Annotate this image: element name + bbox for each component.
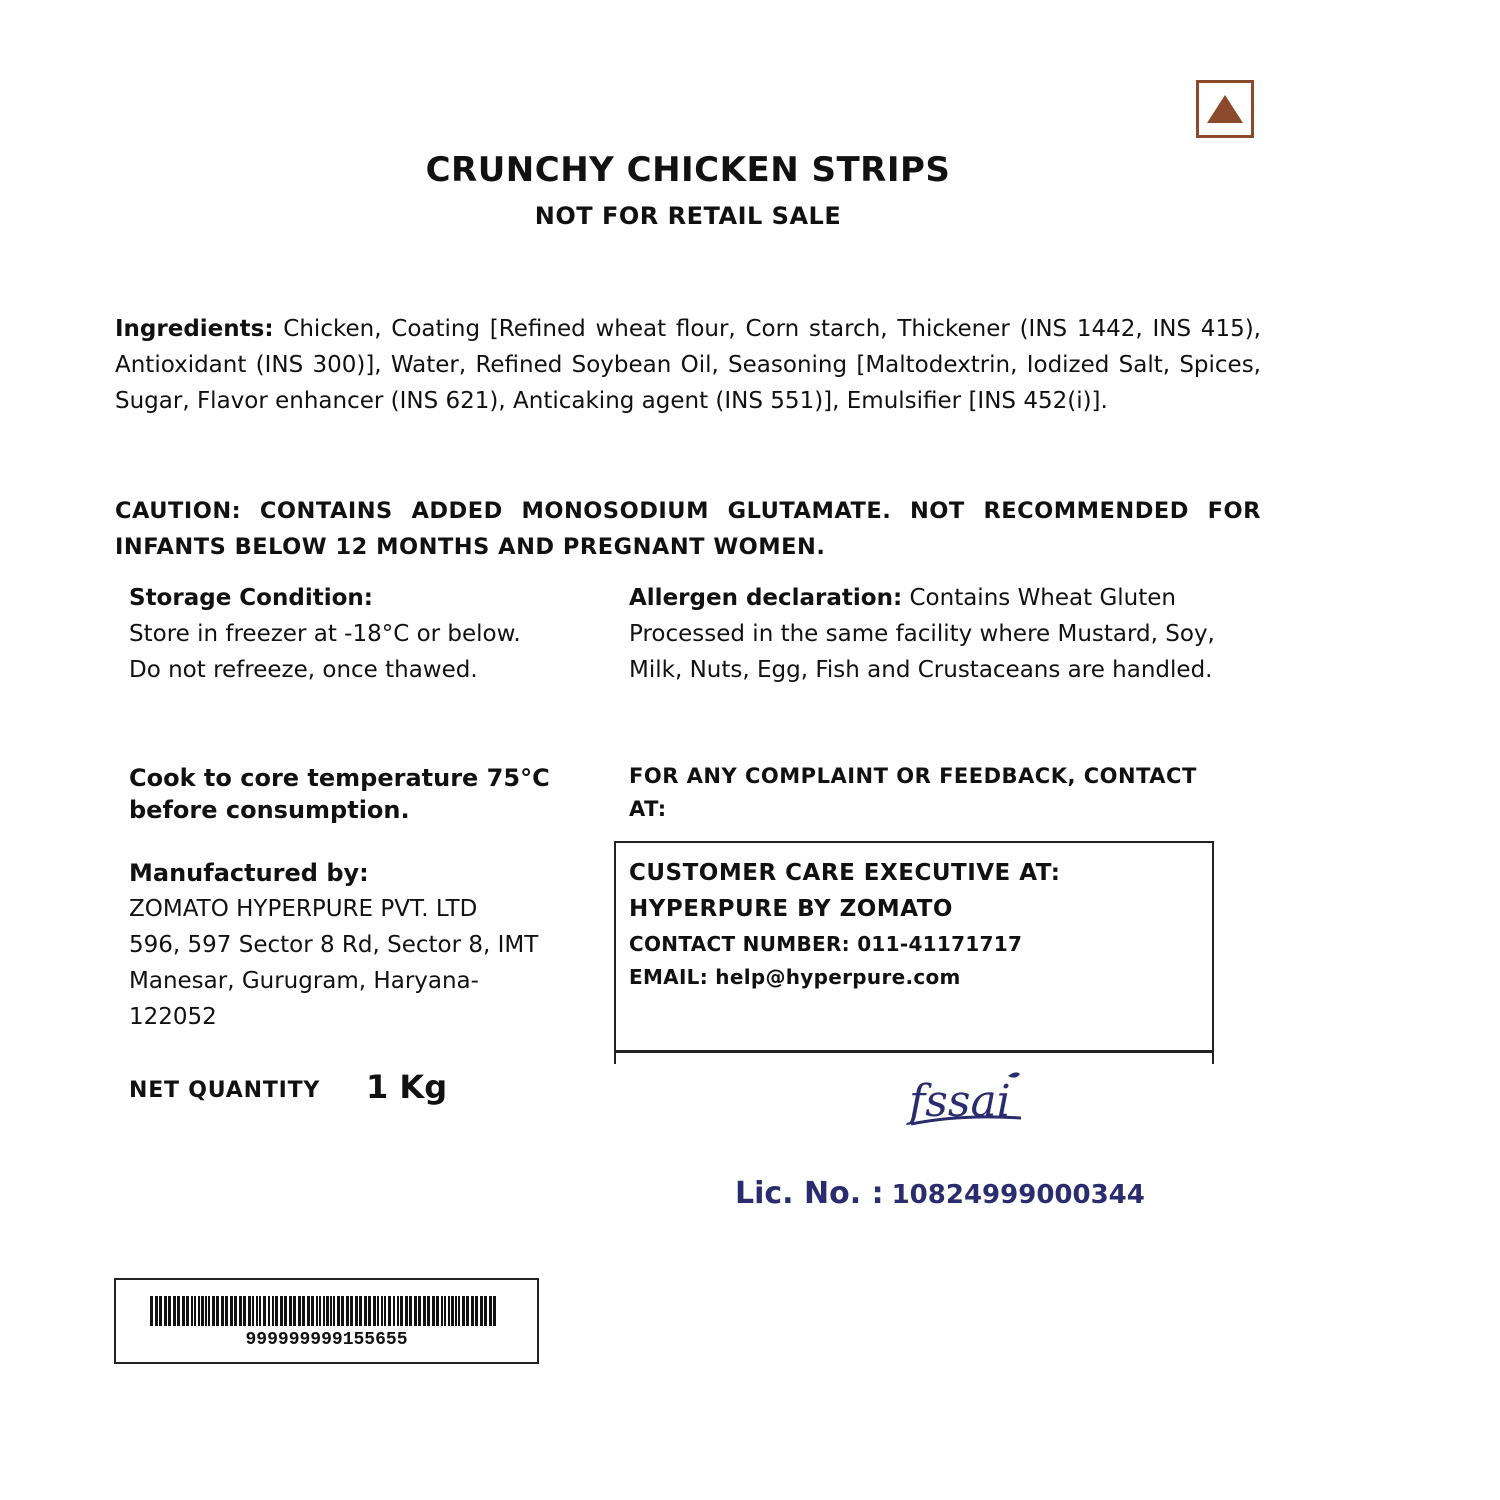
barcode-bar <box>234 1296 237 1326</box>
barcode-bar <box>405 1296 408 1326</box>
barcode-bar <box>164 1296 167 1326</box>
storage-line-2: Do not refreeze, once thawed. <box>129 657 478 683</box>
barcode-bar <box>480 1296 483 1326</box>
barcode-bar <box>225 1296 228 1326</box>
barcode-bar <box>307 1296 310 1326</box>
barcode-bar <box>316 1296 318 1326</box>
net-quantity-label: NET QUANTITY <box>129 1078 321 1103</box>
barcode-bar <box>427 1296 430 1326</box>
barcode-bar <box>455 1296 457 1326</box>
license-label: Lic. No. : <box>735 1176 884 1211</box>
barcode-bar <box>350 1296 353 1326</box>
allergen-text: Contains Wheat Gluten Processed in the same facility where Mustard, Soy, Milk, Nuts, Egg, Fish and Crustaceans are handled. <box>629 585 1215 683</box>
allergen-label: Allergen declaration: <box>629 585 903 611</box>
barcode-bar <box>298 1296 301 1326</box>
barcode-bar <box>155 1296 158 1326</box>
barcode-bar <box>263 1296 266 1326</box>
storage-section <box>129 580 569 688</box>
customer-care-contact: CONTACT NUMBER: 011-41171717 <box>629 932 1023 956</box>
barcode-bar <box>289 1296 292 1326</box>
barcode-bar <box>194 1296 196 1326</box>
barcode-bar <box>400 1296 403 1326</box>
barcode-bar <box>182 1296 185 1326</box>
barcode-bar <box>256 1296 258 1326</box>
barcode-bar <box>373 1296 376 1326</box>
barcode-bar <box>436 1296 439 1326</box>
barcode-bar <box>409 1296 412 1326</box>
barcode-bar <box>280 1296 283 1326</box>
ingredients-label: Ingredients: <box>115 316 274 342</box>
cook-instruction: Cook to core temperature 75°C before consumption. <box>129 764 550 824</box>
barcode-number: 999999999155655 <box>245 1330 408 1350</box>
barcode-bar <box>451 1296 454 1326</box>
customer-care-email: EMAIL: help@hyperpure.com <box>629 965 961 989</box>
barcode-bar <box>355 1296 358 1326</box>
barcode-bar <box>364 1296 367 1326</box>
barcode-icon <box>150 1296 500 1326</box>
barcode-bar <box>475 1296 478 1326</box>
barcode-bar <box>326 1296 329 1326</box>
fssai-logo-icon <box>905 1068 1030 1133</box>
barcode-bar <box>293 1296 296 1326</box>
barcode-bar <box>397 1296 399 1326</box>
barcode-bar <box>333 1296 335 1326</box>
barcode-bar <box>186 1296 189 1326</box>
fssai-logo-text: fssai <box>909 1076 1011 1127</box>
manufacturer-line-4: 122052 <box>129 1004 217 1030</box>
barcode-bar <box>230 1296 233 1326</box>
barcode-bar <box>239 1296 242 1326</box>
manufacturer-label: Manufactured by: <box>129 859 369 887</box>
barcode-bar <box>212 1296 215 1326</box>
barcode-bar <box>302 1296 305 1326</box>
barcode-bar <box>205 1296 207 1326</box>
barcode-bar <box>448 1296 450 1326</box>
barcode-bar <box>216 1296 219 1326</box>
ingredients-text: Chicken, Coating [Refined wheat flour, Corn starch, Thickener (INS 1442, INS 415), Antioxidant (INS 300)], Water, Refined Soybean Oil, Seasoning [Maltodextrin, Iodized Salt, Spices, Sugar, Flavor enhancer (INS 621), Anticaking agent (INS 551)], Emulsifier [INS 452(i)]. <box>115 316 1261 414</box>
barcode-bar <box>393 1296 395 1326</box>
barcode-bar <box>381 1296 383 1326</box>
barcode-bar <box>201 1296 204 1326</box>
barcode-bar <box>466 1296 469 1326</box>
barcode-bar <box>489 1296 492 1326</box>
storage-line-1: Store in freezer at -18°C or below. <box>129 621 521 647</box>
barcode-bar <box>243 1296 246 1326</box>
manufacturer-section <box>129 855 579 1035</box>
barcode-bar <box>319 1296 321 1326</box>
caution-text: CAUTION: CONTAINS ADDED MONOSODIUM GLUTAMATE. NOT RECOMMENDED FOR INFANTS BELOW 12 MONTHS AND PREGNANT WOMEN. <box>115 498 1261 560</box>
barcode-bar <box>323 1296 325 1326</box>
barcode-bar <box>284 1296 287 1326</box>
barcode-bar <box>377 1296 379 1326</box>
non-veg-triangle <box>1207 95 1243 123</box>
barcode-bar <box>198 1296 200 1326</box>
barcode-bar <box>423 1296 426 1326</box>
barcode-bar <box>458 1296 460 1326</box>
barcode-bar <box>275 1296 278 1326</box>
barcode-bar <box>346 1296 349 1326</box>
non-veg-symbol-icon <box>1196 80 1254 138</box>
barcode-bar <box>368 1296 371 1326</box>
barcode-bar <box>259 1296 261 1326</box>
complaint-heading: FOR ANY COMPLAINT OR FEEDBACK, CONTACT AT: <box>629 764 1197 821</box>
barcode-bar <box>268 1296 270 1326</box>
barcode-bar <box>337 1296 340 1326</box>
manufacturer-line-1: ZOMATO HYPERPURE PVT. LTD <box>129 896 478 922</box>
barcode-bar <box>471 1296 474 1326</box>
barcode-bar <box>418 1296 421 1326</box>
barcode-bar <box>484 1296 487 1326</box>
barcode-bar <box>150 1296 153 1326</box>
not-for-retail-label: NOT FOR RETAIL SALE <box>534 202 842 230</box>
barcode-bar <box>384 1296 386 1326</box>
barcode-bar <box>414 1296 417 1326</box>
barcode-bar <box>252 1296 254 1326</box>
care-box-edge-right <box>1212 1050 1214 1064</box>
barcode-bar <box>177 1296 180 1326</box>
barcode-bar <box>168 1296 171 1326</box>
barcode-bar <box>388 1296 391 1326</box>
barcode-bar <box>444 1296 446 1326</box>
customer-care-heading: CUSTOMER CARE EXECUTIVE AT: <box>629 860 1061 886</box>
barcode-bar <box>272 1296 274 1326</box>
barcode-bar <box>462 1296 465 1326</box>
allergen-section <box>629 580 1219 688</box>
barcode-bar <box>208 1296 210 1326</box>
customer-care-company: HYPERPURE BY ZOMATO <box>629 896 953 922</box>
barcode-bar <box>493 1296 496 1326</box>
barcode-bar <box>359 1296 362 1326</box>
barcode-bar <box>173 1296 176 1326</box>
ingredients-section <box>115 311 1261 419</box>
manufacturer-line-2: 596, 597 Sector 8 Rd, Sector 8, IMT <box>129 932 539 958</box>
barcode-bar <box>432 1296 435 1326</box>
barcode-bar <box>330 1296 332 1326</box>
fssai-license <box>735 1176 1145 1211</box>
barcode-bar <box>311 1296 314 1326</box>
product-title: CRUNCHY CHICKEN STRIPS <box>425 150 951 190</box>
barcode-bar <box>221 1296 224 1326</box>
barcode-bar <box>341 1296 344 1326</box>
license-number: 10824999000344 <box>891 1180 1145 1210</box>
care-box-edge-left <box>614 1050 616 1064</box>
storage-label: Storage Condition: <box>129 585 373 611</box>
barcode-bar <box>159 1296 162 1326</box>
net-quantity-value: 1 Kg <box>366 1068 448 1106</box>
barcode-bar <box>441 1296 443 1326</box>
barcode-bar <box>248 1296 251 1326</box>
barcode-bar <box>191 1296 193 1326</box>
manufacturer-line-3: Manesar, Gurugram, Haryana- <box>129 968 479 994</box>
